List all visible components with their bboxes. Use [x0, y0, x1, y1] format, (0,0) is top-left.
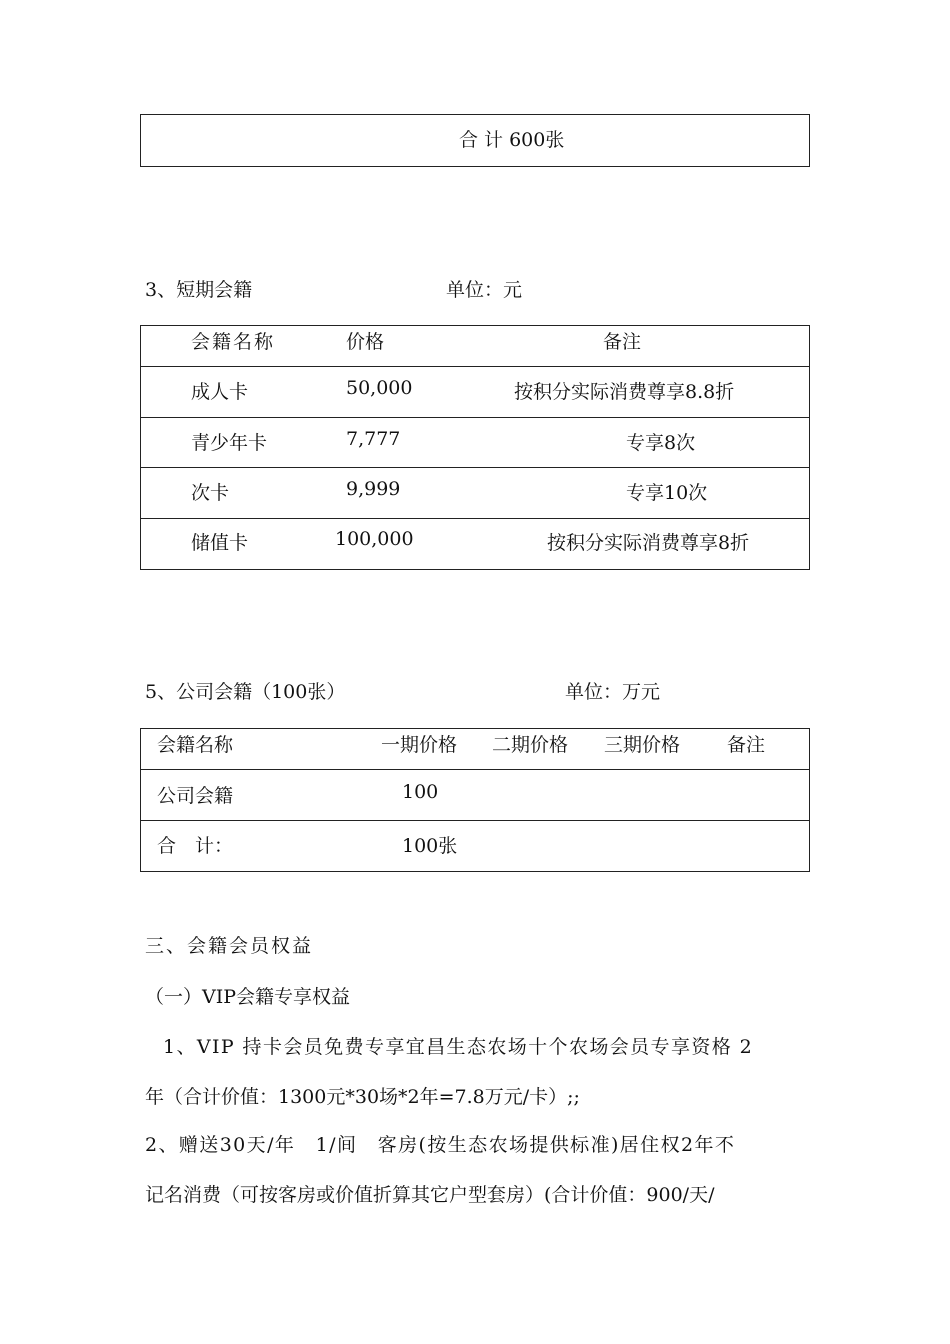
table-cell: 专享10次	[626, 482, 708, 504]
section5-heading: 5、公司会籍（100张）	[145, 681, 346, 703]
table-cell: 按积分实际消费尊享8.8折	[514, 381, 735, 403]
table-divider	[141, 518, 809, 519]
table-header: 二期价格	[492, 734, 569, 756]
benefits-heading: 三、会籍会员权益	[145, 935, 314, 957]
table-cell: 次卡	[191, 482, 230, 504]
table-cell: 9,999	[346, 478, 401, 500]
table-header: 一期价格	[381, 734, 458, 756]
table-header: 备注	[727, 734, 766, 756]
table-header: 会籍名称	[191, 331, 276, 353]
table-cell: 储值卡	[191, 532, 249, 554]
table-divider	[141, 366, 809, 367]
table-divider	[141, 820, 809, 821]
benefit-paragraph-line: 1、VIP 持卡会员免费专享宜昌生态农场十个农场会员专享资格 2	[163, 1036, 754, 1058]
table-cell: 100,000	[335, 528, 414, 550]
table-cell: 50,000	[346, 377, 413, 399]
table-cell: 按积分实际消费尊享8折	[547, 532, 750, 554]
table-cell: 100张	[402, 835, 458, 857]
table-cell: 合 计：	[157, 835, 234, 857]
section3-heading: 3、短期会籍	[145, 279, 253, 301]
vip-benefits-subheading: （一）VIP会籍专享权益	[145, 986, 351, 1008]
section3-unit: 单位：元	[446, 279, 523, 301]
table-header: 备注	[603, 331, 642, 353]
short-term-membership-table	[140, 325, 810, 570]
table-cell: 青少年卡	[191, 432, 268, 454]
table-header: 会籍名称	[157, 734, 234, 756]
table-divider	[141, 769, 809, 770]
total-text: 合 计 600张	[459, 129, 565, 151]
benefit-paragraph-line: 2、赠送30天/年 1/间 客房(按生态农场提供标准)居住权2年不	[145, 1134, 736, 1156]
total-box	[140, 114, 810, 167]
company-membership-table	[140, 728, 810, 872]
section5-unit: 单位：万元	[565, 681, 661, 703]
table-cell: 7,777	[346, 428, 401, 450]
table-cell: 公司会籍	[157, 785, 234, 807]
table-divider	[141, 467, 809, 468]
benefit-paragraph-line: 年（合计价值：1300元*30场*2年=7.8万元/卡）;;	[145, 1086, 580, 1108]
table-header: 三期价格	[604, 734, 681, 756]
table-cell: 成人卡	[191, 381, 249, 403]
table-header: 价格	[346, 331, 385, 353]
table-cell: 100	[402, 781, 439, 803]
table-divider	[141, 417, 809, 418]
benefit-paragraph-line: 记名消费（可按客房或价值折算其它户型套房）(合计价值：900/天/	[145, 1184, 715, 1206]
table-cell: 专享8次	[626, 432, 696, 454]
